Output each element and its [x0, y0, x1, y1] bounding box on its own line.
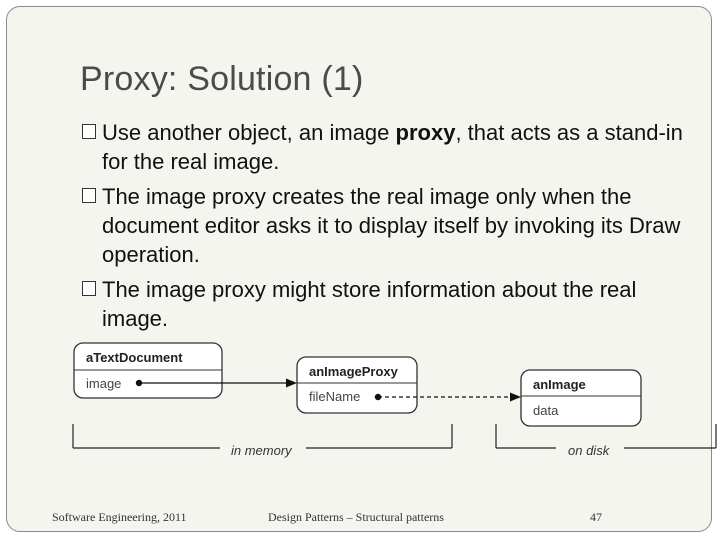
bullet-1-text: Use another object, an image [102, 120, 396, 145]
slide-title: Proxy: Solution (1) [80, 60, 364, 98]
disk-region-label: on disk [568, 443, 610, 458]
image-proxy-object [297, 357, 417, 413]
image-field: data [533, 403, 559, 418]
footer-topic: Design Patterns – Structural patterns [268, 510, 444, 524]
page-number: 47 [590, 510, 602, 524]
bullet-1-text-end: , that acts as a stand-in for the real image. [102, 120, 683, 174]
image-object [521, 370, 641, 426]
disk-region-bracket [496, 424, 716, 458]
image-proxy-field: fileName [309, 389, 361, 404]
text-document-object [74, 343, 222, 398]
text-document-field: image [86, 376, 122, 391]
bullet-2-text: The image proxy creates the real image only when the document editor asks it to display itself by invoking its Draw operation. [102, 184, 681, 267]
footer-course: Software Engineering, 2011 [52, 510, 187, 524]
memory-region-bracket [73, 424, 452, 458]
bullet-1-bold: proxy [395, 120, 456, 145]
memory-region-label: in memory [231, 443, 292, 458]
bullet-3-text: The image proxy might store information about the real image. [102, 277, 637, 331]
image-proxy-name: anImageProxy [309, 364, 398, 379]
text-document-name: aTextDocument [86, 350, 183, 365]
image-name: anImage [533, 377, 586, 392]
